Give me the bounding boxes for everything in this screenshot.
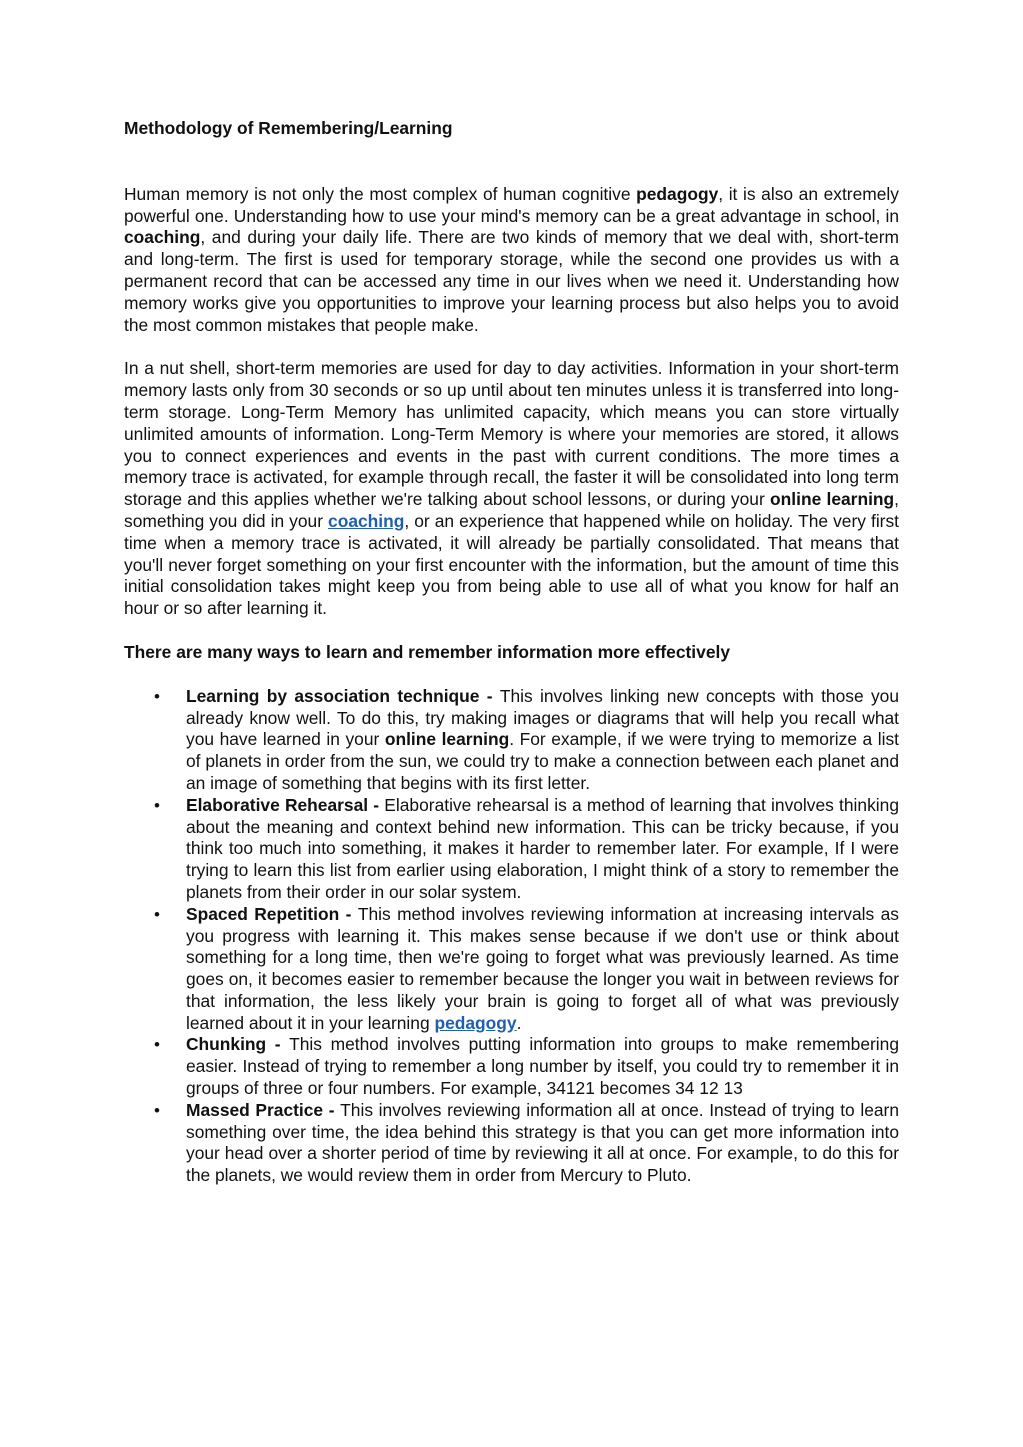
item-text: This involves reviewing information all at once. Instead of trying to learn something over time, the idea behind this strategy is that you can get more information into your head over a shorter period of time by reviewing it all at once. For example, to do this for the planets, we would review them in order from Mercury to Pluto. <box>186 1099 899 1186</box>
memory-text-1: In a nut shell, short-term memories are used for day to day activities. Information in your short-term memory lasts only from 30 seconds or so up until about ten minutes unless it is transferred into long-term storage. Long-Term Memory has unlimited capacity, which means you can store virtually unlimited amounts of information. Long-Term Memory is where your memories are stored, it allows you to connect experiences and events in the past with current conditions. The more times a memory trace is activated, for example through recall, the faster it will be consolidated into long term storage and this applies whether we're talking about school lessons, or during your <box>124 358 899 510</box>
bullet-icon: • <box>154 686 160 706</box>
item-bold-online-learning: online learning <box>384 729 510 750</box>
intro-bold-coaching: coaching <box>124 227 201 248</box>
document-title: Methodology of Remembering/Learning <box>124 118 453 138</box>
list-item <box>124 795 899 904</box>
memory-text-2: , something you did in your <box>124 489 899 531</box>
item-heading: Elaborative Rehearsal - <box>186 794 385 815</box>
bullet-icon: • <box>154 1035 160 1055</box>
memory-paragraph <box>124 358 899 620</box>
memory-text-3: , or an experience that happened while on holiday. The very first time when a memory trace is activated, it will already be partially consolidated. That means that you'll never forget something on your first encounter with the information, but the amount of time this initial consolidation takes might keep you from being able to use all of what you know for half an hour or so after learning it. <box>124 510 899 619</box>
memory-bold-online-learning: online learning <box>770 489 895 510</box>
intro-paragraph <box>124 184 899 337</box>
item-text: . For example, if we were trying to memorize a list of planets in order from the sun, we could try to make a connection between each planet and an image of something that begins with its first letter. <box>186 729 899 793</box>
item-text: . <box>516 1012 522 1033</box>
intro-text-1: Human memory is not only the most complex of human cognitive <box>124 183 637 204</box>
item-text: Elaborative rehearsal is a method of learning that involves thinking about the meaning and context behind new information. This can be tricky because, if you think too much into something, it makes it harder to remember later. For example, If I were trying to learn this list from earlier using elaboration, I might think of a story to remember the planets from their order in our solar system. <box>186 794 899 902</box>
bullet-icon: • <box>154 1100 160 1120</box>
item-heading: Chunking - <box>186 1034 290 1055</box>
intro-text-2: , it is also an extremely powerful one. Understanding how to use your mind's memory can be a great advantage in school, in <box>124 183 899 226</box>
item-text: This method involves putting information into groups to make remembering easier. Instead of trying to remember a long number by itself, you could try to remember it in groups of three or four numbers. For example, 34121 becomes 34 12 13 <box>186 1034 899 1099</box>
item-heading: Massed Practice - <box>186 1099 341 1120</box>
list-item <box>124 686 899 795</box>
item-text: This method involves reviewing information at increasing intervals as you progress with learning it. This makes sense because if we don't use or think about something for a long time, then we're going to forget what was previously learned. As time goes on, it becomes easier to remember because the longer you wait in between reviews for that information, the less likely your brain is going to forget all of what was previously learned about it in your learning <box>186 903 899 1033</box>
list-item <box>124 1100 899 1187</box>
technique-list <box>124 686 899 1187</box>
list-item <box>124 1034 899 1099</box>
section-subheading: There are many ways to learn and remember information more effectively <box>124 641 730 662</box>
document-page <box>124 118 899 1187</box>
pedagogy-link[interactable]: pedagogy <box>434 1012 517 1033</box>
bullet-icon: • <box>154 795 160 815</box>
bullet-icon: • <box>154 904 160 924</box>
list-item <box>124 904 899 1035</box>
intro-bold-pedagogy: pedagogy <box>636 183 719 204</box>
item-heading: Spaced Repetition - <box>186 903 358 924</box>
coaching-link[interactable]: coaching <box>328 510 405 531</box>
item-heading: Learning by association technique - <box>186 685 500 706</box>
item-text: This involves linking new concepts with those you already know well. To do this, try making images or diagrams that will help you recall what you have learned in your <box>186 685 899 750</box>
intro-text-3: , and during your daily life. There are two kinds of memory that we deal with, short-term and long-term. The first is used for temporary storage, while the second one provides us with a permanent record that can be accessed any time in our lives when we need it. Understanding how memory works give you opportunities to improve your learning process but also helps you to avoid the most common mistakes that people make. <box>124 227 899 335</box>
